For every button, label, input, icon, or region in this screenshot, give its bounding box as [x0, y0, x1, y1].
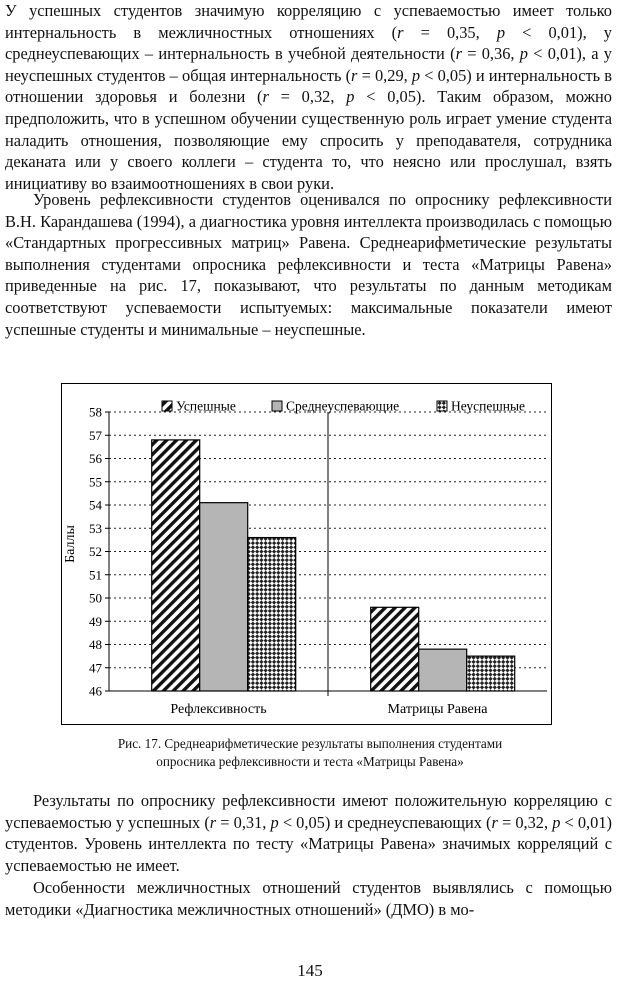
- y-tick-label: 57: [89, 427, 102, 443]
- bar: [152, 440, 200, 691]
- y-tick-label: 54: [89, 497, 102, 513]
- legend-label: Среднеуспевающие: [286, 398, 400, 414]
- y-tick-label: 55: [89, 474, 102, 490]
- legend-label: Неуспешные: [451, 398, 526, 414]
- figure-caption-line-2: опросника рефлексивности и теста «Матрицы Равена»: [156, 754, 464, 769]
- bar: [371, 607, 419, 691]
- legend-swatch: [272, 401, 282, 411]
- y-tick-label: 58: [89, 404, 102, 420]
- y-tick-label: 51: [89, 567, 102, 583]
- paragraph-3: Результаты по опроснику рефлексивности имеют положительную корреляцию с успеваемостью у успешных (r = 0,31, p < 0,05) и среднеуспевающих (r = 0,32, p < 0,01) студентов. Уровень интеллекта по тесту «Матрицы Равена» значимых корреляций с успеваемостью не имеет.: [5, 791, 612, 875]
- y-axis-title: Баллы: [63, 525, 78, 563]
- bar: [248, 538, 296, 691]
- figure-17: [61, 383, 552, 725]
- x-category-label: Рефлексивность: [170, 702, 267, 717]
- x-category-label: Матрицы Равена: [387, 702, 488, 717]
- y-tick-label: 53: [89, 520, 102, 536]
- legend-swatch: [162, 401, 172, 411]
- y-tick-label: 50: [89, 590, 102, 606]
- bar: [419, 649, 467, 691]
- paragraph-1: У успешных студентов значимую корреляцию с успеваемостью имеет только интернальность в межличностных отношениях (r = 0,35, p < 0,01), у среднеуспевающих – интернальность в учебной деятельности (r = 0,36, p < 0,01), а у неуспешных студентов – общая интернальность (r = 0,29, p < 0,05) и интернальность в отношении здоровья и болезни (r = 0,32, p < 0,05). Таким образом, можно предположить, что в успешном обучении существенную роль играет умение студента наладить отношения, позволяющие ему спросить у преподавателя, сотрудника деканата или у своего коллеги – студента то, что неясно или прослушал, взять инициативу во взаимоотношениях в свои руки.: [5, 1, 612, 193]
- y-tick-label: 56: [89, 451, 102, 466]
- legend-swatch: [437, 401, 447, 411]
- bar-chart: [62, 384, 551, 724]
- paragraph-2: Уровень рефлексивности студентов оценивался по опроснику рефлексивности В.Н. Карандашева (1994), а диагностика уровня интеллекта производилась с помощью «Стандартных прогрессивных матриц» Равена. Среднеарифметические результаты выполнения студентами опросника рефлексивности и теста «Матрицы Равена» приведенные на рис. 17, показывают, что результаты по данным методикам соответствуют успеваемости испытуемых: максимальные показатели имеют успешные студенты и минимальные – неуспешные.: [5, 190, 612, 339]
- paragraph-4: Особенности межличностных отношений студентов выявлялись с помощью методики «Диагностика межличностных отношений» (ДМО) в мо-: [5, 878, 612, 919]
- y-tick-label: 52: [89, 544, 102, 559]
- bar: [200, 503, 248, 691]
- figure-caption-line-1: Рис. 17. Среднеарифметические результаты выполнения студентами: [117, 736, 503, 751]
- y-tick-label: 49: [89, 613, 102, 629]
- legend-label: Успешные: [176, 398, 236, 414]
- page-number: 145: [297, 961, 323, 980]
- y-tick-label: 46: [89, 683, 102, 699]
- bar: [467, 656, 515, 691]
- y-tick-label: 48: [89, 637, 102, 652]
- y-tick-label: 47: [89, 660, 102, 676]
